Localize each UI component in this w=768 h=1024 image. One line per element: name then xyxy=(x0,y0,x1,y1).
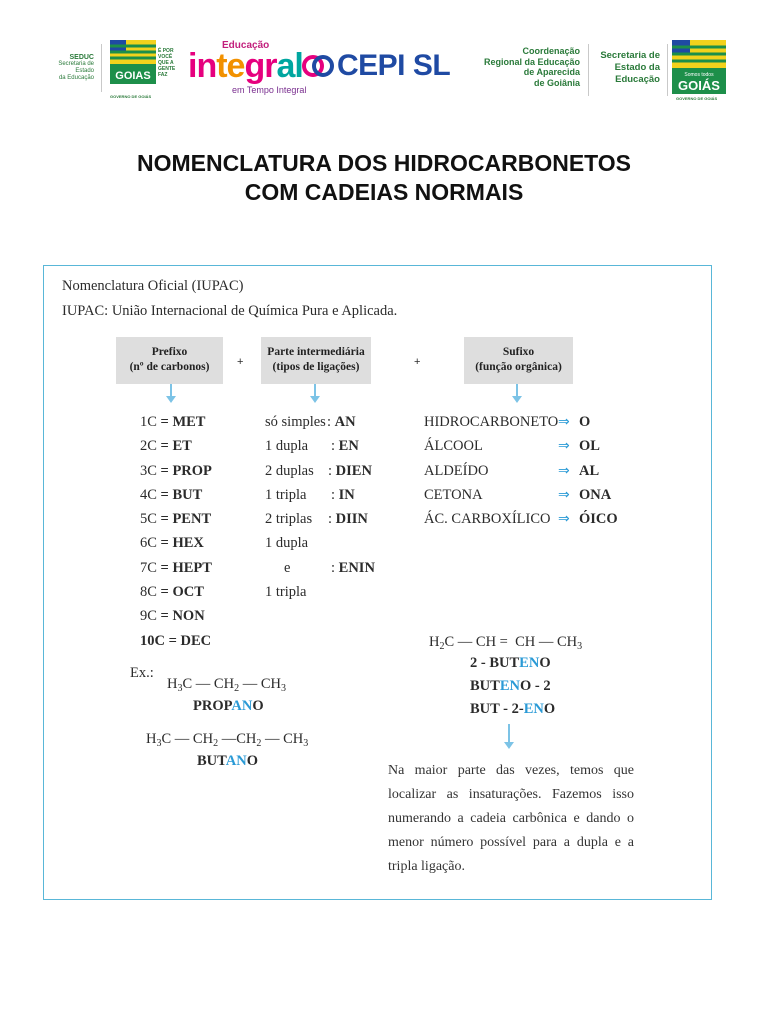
title-line1: NOMENCLATURA DOS HIDROCARBONETOS xyxy=(136,150,632,176)
educacao-label: Educação xyxy=(222,40,270,51)
function-row: ALDEÍDO ⇒ AL xyxy=(424,462,600,479)
bond-row: 1 tripla xyxy=(265,584,307,601)
prefix-header-box: Prefixo (nº de carbonos) xyxy=(116,337,223,384)
prefix-row: 2C = ET xyxy=(140,438,192,455)
bond-row: 1 dupla xyxy=(265,535,309,552)
plus-sign: + xyxy=(414,356,421,368)
intro-line2: IUPAC: União Internacional de Química Pura e Aplicada. xyxy=(62,303,398,319)
prefix-row: 10C = DEC xyxy=(140,632,212,649)
implies-arrow-icon: ⇒ xyxy=(558,462,570,479)
divider xyxy=(588,44,589,96)
bond-row: 1 dupla : EN xyxy=(265,438,359,455)
function-row: HIDROCARBONETO ⇒ O xyxy=(424,414,591,430)
goias-right-footer: GOVERNO DE GOIÁS xyxy=(676,96,718,101)
prefix-list xyxy=(140,413,212,656)
cepi-logo-text: CEPI SL xyxy=(337,49,451,82)
function-list xyxy=(424,413,624,534)
seduc-label: SEDUC xyxy=(69,54,94,61)
intermediate-header-box: Parte intermediária (tipos de ligações) xyxy=(261,337,371,384)
prefix-row: 4C = BUT xyxy=(140,486,203,503)
propane-formula: $H_3C$ — $CH_2$ — $CH_3$ xyxy=(167,676,286,694)
bond-row: só simples : AN xyxy=(265,414,356,430)
goias-flag-icon xyxy=(110,40,156,92)
implies-arrow-icon: ⇒ xyxy=(558,414,570,430)
down-arrow-icon xyxy=(310,384,320,403)
propano-name: PROPANO xyxy=(193,698,264,714)
title-line2: COM CADEIAS NORMAIS xyxy=(244,179,524,205)
somos-todos-label: Somos todos xyxy=(684,72,714,78)
secretaria-text: Secretaria de Estado da Educação xyxy=(600,50,660,85)
butene-name-2: BUTENO - 2 xyxy=(470,678,551,694)
intro-line1: Nomenclatura Oficial (IUPAC) xyxy=(62,278,244,294)
seduc-logo-text xyxy=(38,54,94,82)
butene-name-1: 2 - BUTENO xyxy=(470,655,551,671)
goias-right-label: GOIÁS xyxy=(678,78,720,93)
implies-arrow-icon: ⇒ xyxy=(558,511,570,528)
divider xyxy=(667,44,668,96)
coordenacao-text: Coordenação Regional da Educação de Aparecida de Goiânia xyxy=(483,46,580,88)
prefix-row: 5C = PENT xyxy=(140,511,212,528)
bond-row: e : ENIN xyxy=(284,559,375,576)
seduc-sub2: da Educação xyxy=(58,75,94,81)
bond-list xyxy=(265,413,395,607)
header-logos xyxy=(0,28,768,108)
tempo-integral-label: em Tempo Integral xyxy=(232,85,307,95)
implies-arrow-icon: ⇒ xyxy=(558,438,570,455)
goias-slogan: É POR VOCÊ QUE A GENTE FAZ xyxy=(158,48,176,78)
prefix-row: 1C = MET xyxy=(140,414,206,430)
function-row: ÁLCOOL ⇒ OL xyxy=(424,438,600,455)
bond-row: 1 tripla : IN xyxy=(265,486,355,503)
divider xyxy=(101,44,102,92)
prefix-row: 3C = PROP xyxy=(140,462,212,479)
seduc-sub1: Secretaria de Estado xyxy=(58,61,94,74)
integral-logo: integral xyxy=(188,47,303,85)
bond-row: 2 triplas : DIIN xyxy=(265,511,368,528)
plus-sign: + xyxy=(237,356,244,368)
suffix-header-box: Sufixo (função orgânica) xyxy=(464,337,573,384)
implies-arrow-icon: ⇒ xyxy=(558,486,570,503)
prefix-row: 6C = HEX xyxy=(140,535,204,552)
function-row: CETONA ⇒ ONA xyxy=(424,486,612,503)
butene-name-3: BUT - 2-ENO xyxy=(470,701,556,717)
explanation-paragraph: Na maior parte das vezes, temos que localizar as insaturações. Fazemos isso numerando a cadeia carbônica e dando o menor número possível para a dupla e a tripla ligação. xyxy=(388,763,634,874)
cepi-symbol-icon xyxy=(302,50,334,82)
butane-formula: $H_3C$ — $CH_2$ $—CH_2$ — $CH_3$ xyxy=(146,731,309,749)
example-label: Ex.: xyxy=(130,665,154,681)
prefix-row: 9C = NON xyxy=(140,608,205,625)
goias-footer: GOVERNO DE GOIÁS xyxy=(110,94,152,99)
prefix-row: 8C = OCT xyxy=(140,584,204,601)
goias-left-label: GOIAS xyxy=(115,70,151,82)
butene-formula: $H_2C$ — CH = CH — $CH_3$ xyxy=(429,634,583,652)
prefix-row: 7C = HEPT xyxy=(140,559,212,576)
bond-row: 2 duplas : DIEN xyxy=(265,462,372,479)
down-arrow-icon xyxy=(504,724,514,749)
down-arrow-icon xyxy=(512,384,522,403)
page-title xyxy=(0,149,768,207)
butano-name: BUTANO xyxy=(197,753,258,769)
function-row: ÁC. CARBOXÍLICO ⇒ ÓICO xyxy=(424,511,618,528)
down-arrow-icon xyxy=(166,384,176,403)
goias-flag-right-icon xyxy=(672,40,726,98)
